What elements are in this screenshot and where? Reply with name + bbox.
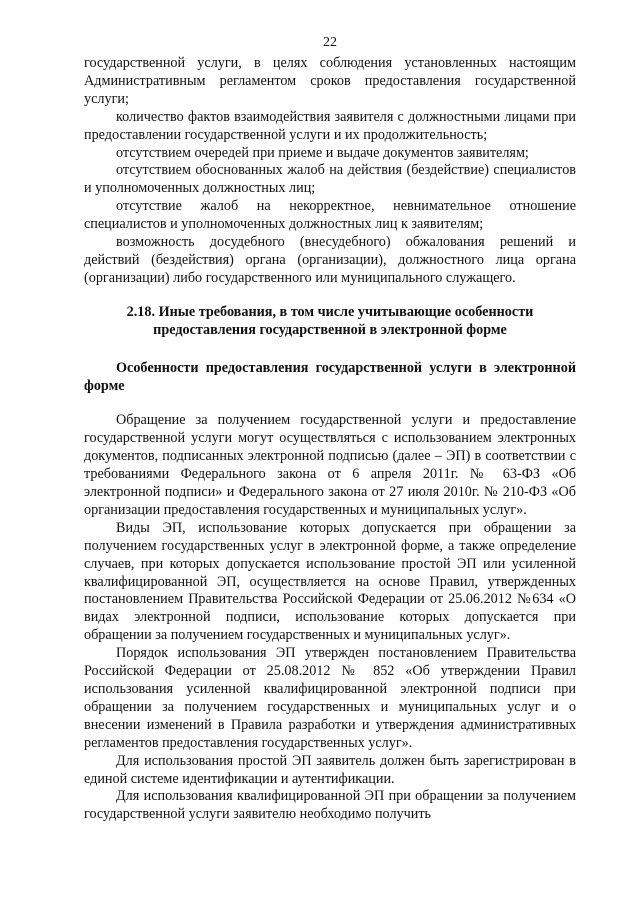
paragraph: отсутствием очередей при приеме и выдаче документов заявителям; [116,144,529,161]
paragraph: Обращение за получением государственной услуги и предоставление государственной услуги могут осуществляться с использованием электронных документов, подписанных электронной подписью (далее – ЭП) в соответствии с требованиями Федерального закона от 6 апреля 2011г. № 63-ФЗ «Об электронной подписи» и Федерального закона от 27 июля 2010г. № 210-ФЗ «Об организации предоставления государственных и муниципальных услуг». [84,412,576,518]
paragraph: количество фактов взаимодействия заявителя с должностными лицами при предоставлении государственной услуги и их продолжительность; [84,108,576,143]
paragraph: Для использования простой ЭП заявитель должен быть зарегистрирован в единой системе идентификации и аутентификации. [84,752,576,787]
paragraph: отсутствие жалоб на некорректное, невнимательное отношение специалистов и уполномоченных должностных лиц к заявителям; [84,198,576,233]
paragraph: государственной услуги, в целях соблюдения установленных настоящим Административным регламентом сроков предоставления государственной услуги; [84,55,576,107]
paragraph: Виды ЭП, использование которых допускается при обращении за получением государственных услуг в электронной форме, а также определение случаев, при которых допускается использование простой ЭП или усиленной квалифицированной ЭП, осуществляется на основе Правил, утвержденных постановлением Правительства Российской Федерации от 25.06.2012 №634 «О видах электронной подписи, использование которых допускается при обращении за получением государственных и муниципальных услуг». [84,519,576,644]
paragraph: Для использования квалифицированной ЭП при обращении за получением государственной услуги заявителю необходимо получить [84,788,576,823]
paragraph: Порядок использования ЭП утвержден постановлением Правительства Российской Федерации от 25.08.2012 № 852 «Об утверждении Правил использования усиленной квалифицированной электронной подписи при обращении за получением государственных и муниципальных услуг и о внесении изменений в Правила разработки и утверждения административных регламентов предоставления государственных услуг». [84,645,576,751]
page-number: 22 [323,35,337,50]
document-body [84,55,576,824]
section-heading: 2.18. Иные требования, в том числе учитывающие особенности предоставления государственной в электронной форме [126,303,534,338]
paragraph: возможность досудебного (внесудебного) обжалования решений и действий (бездействия) органа (организации), должностного лица органа (организации) либо государственного или муниципального служащего. [84,234,576,286]
subsection-heading: Особенности предоставления государственной услуги в электронной форме [84,359,576,394]
paragraph: отсутствием обоснованных жалоб на действия (бездействие) специалистов и уполномоченных должностных лиц; [84,162,576,197]
